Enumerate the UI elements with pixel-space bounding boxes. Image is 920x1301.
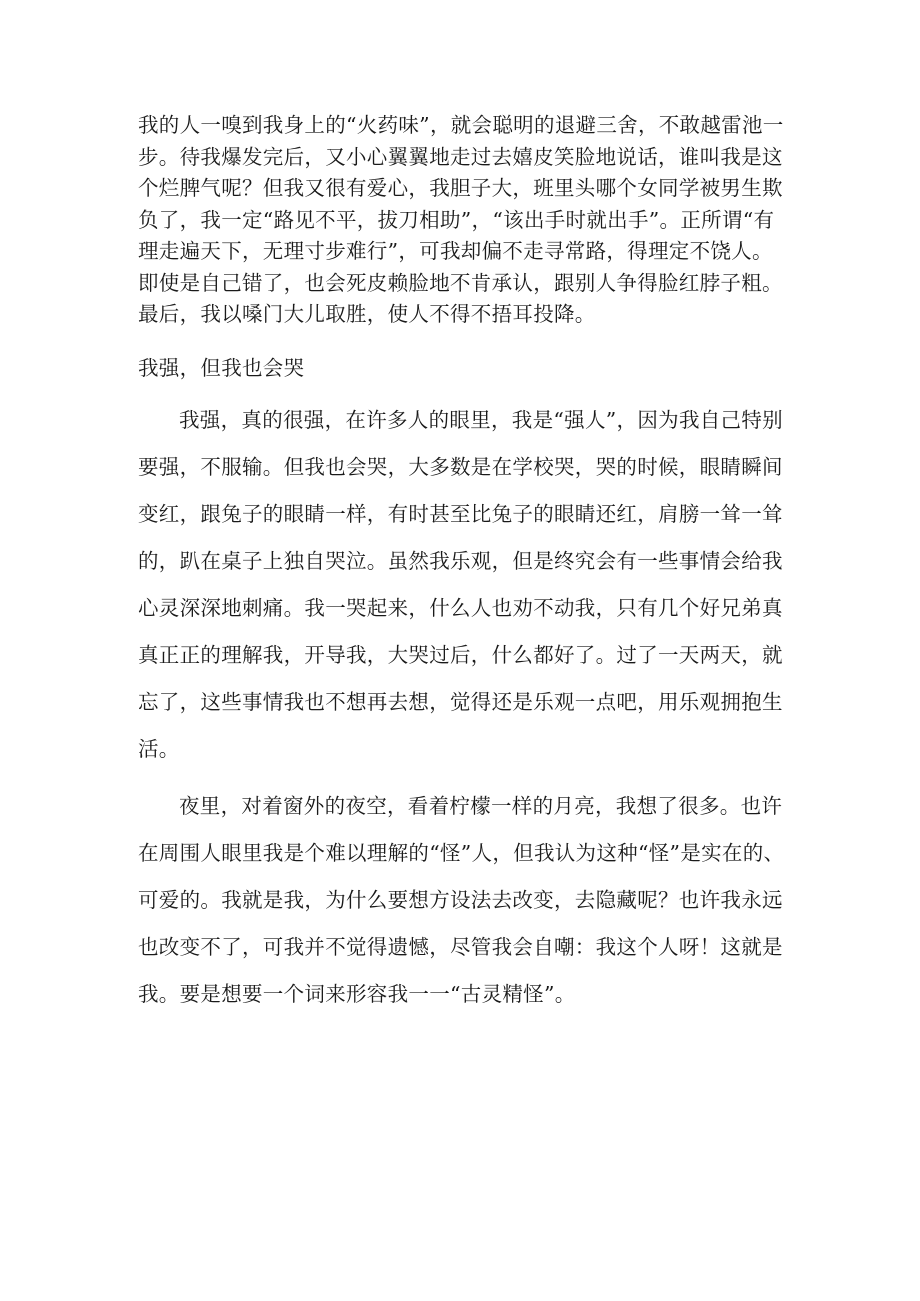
body-paragraph-1: 我的人一嗅到我身上的“火药味”，就会聪明的退避三舍，不敢越雷池一步。待我爆发完后，又小心翼翼地走过去嬉皮笑脸地说话，谁叫我是这个烂脾气呢？但我又很有爱心，我胆子大，班里头哪个女同学被男生欺负了，我一定“路见不平，拔刀相助”，“该出手时就出手”。正所谓“有理走遍天下，无理寸步难行”，可我却偏不走寻常路，得理定不饶人。即使是自己错了，也会死皮赖脸地不肯承认，跟别人争得脸红脖子粗。最后，我以嗓门大儿取胜，使人不得不捂耳投降。 <box>138 113 784 326</box>
body-paragraph-2: 我强，真的很强，在许多人的眼里，我是“强人”，因为我自己特别要强，不服输。但我也会哭，大多数是在学校哭，哭的时候，眼睛瞬间变红，跟兔子的眼睛一样，有时甚至比兔子的眼睛还红，肩膀一耸一耸的，趴在桌子上独自哭泣。虽然我乐观，但是终究会有一些事情会给我心灵深深地刺痛。我一哭起来，什么人也劝不动我，只有几个好兄弟真真正正的理解我，开导我，大哭过后，什么都好了。过了一天两天，就忘了，这些事情我也不想再去想，觉得还是乐观一点吧，用乐观拥抱生活。 <box>138 408 783 761</box>
section-heading: 我强，但我也会哭 <box>138 356 305 380</box>
body-paragraph-3: 夜里，对着窗外的夜空，看着柠檬一样的月亮，我想了很多。也许在周围人眼里我是个难以理解的“怪”人，但我认为这种“怪”是实在的、可爱的。我就是我，为什么要想方设法去改变，去隐藏呢？也许我永远也改变不了，可我并不觉得遗憾，尽管我会自嘲：我这个人呀！这就是我。要是想要一个词来形容我一一“古灵精怪”。 <box>138 794 785 1006</box>
